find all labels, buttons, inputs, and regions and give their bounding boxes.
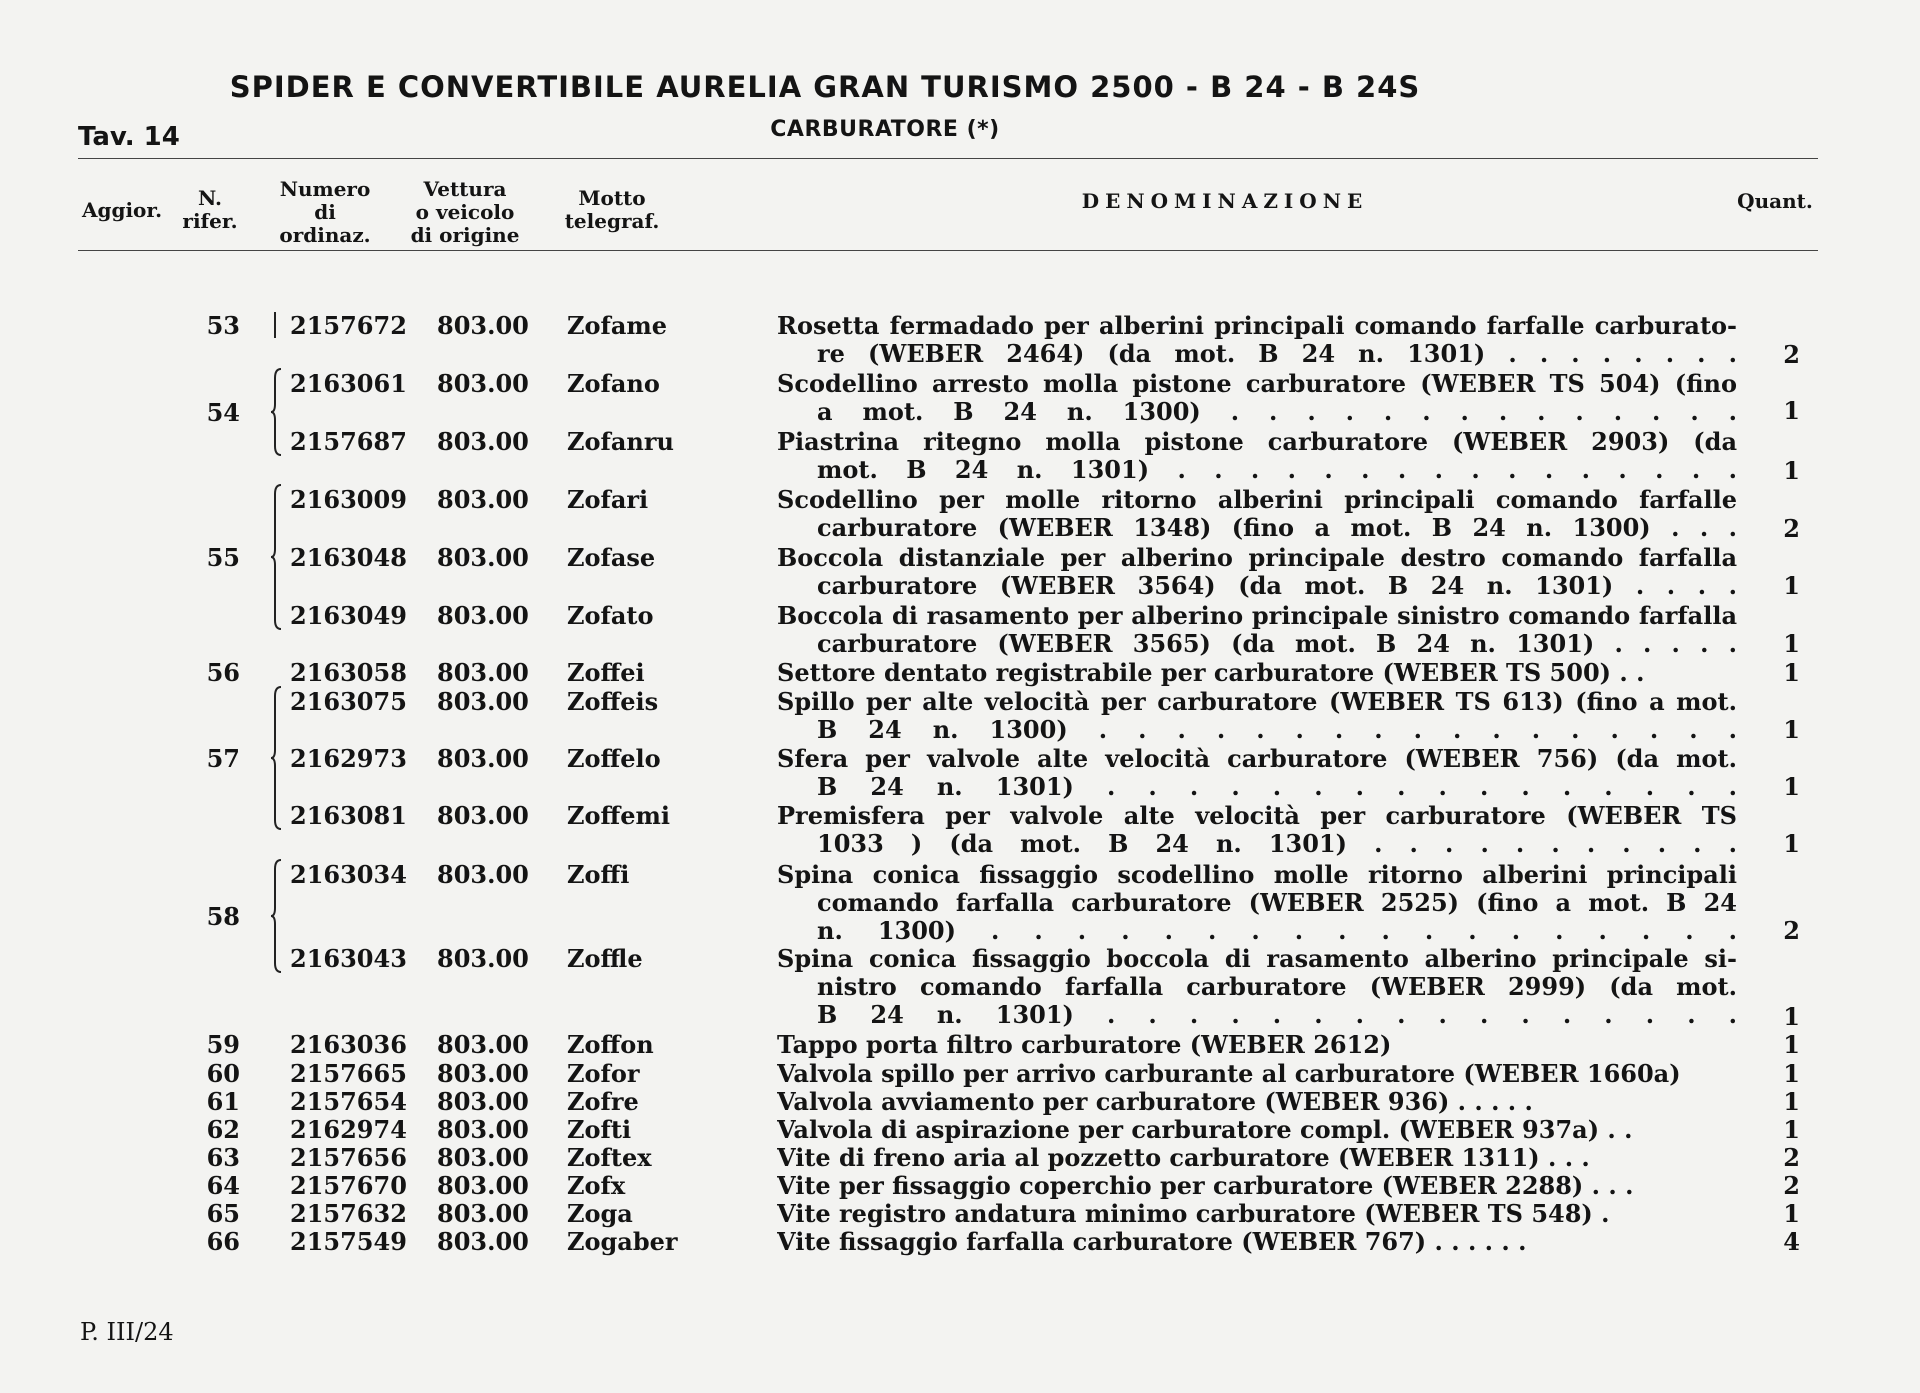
telegraph-code: Zoffeis	[567, 687, 659, 716]
description-line: Settore dentato registrabile per carburatore (WEBER TS 500) . .	[777, 659, 1645, 687]
description-line: Spillo per alte velocità per carburatore (WEBER TS 613) (fino a mot.	[777, 688, 1737, 716]
description-line: B 24 n. 1300) . . . . . . . . . . . . . . . . .	[817, 716, 1737, 744]
description-line: comando farfalla carburatore (WEBER 2525) (fino a mot. B 24	[817, 889, 1737, 917]
quantity: 1	[1783, 715, 1800, 744]
quantity: 1	[1783, 1030, 1800, 1059]
vehicle-origin: 803.00	[437, 1087, 529, 1116]
description-line: Spina conica fissaggio boccola di rasamento alberino principale si-	[777, 945, 1737, 973]
vehicle-origin: 803.00	[437, 687, 529, 716]
part-description	[777, 312, 1737, 368]
order-number: 2163009	[290, 485, 407, 514]
description-line: re (WEBER 2464) (da mot. B 24 n. 1301) . . . . . . . .	[817, 340, 1737, 368]
brace-stroke	[271, 687, 281, 829]
description-line: carburatore (WEBER 1348) (fino a mot. B 24 n. 1300) . . .	[817, 514, 1737, 542]
col-header-quant: Quant.	[1737, 189, 1813, 213]
vehicle-origin: 803.00	[437, 860, 529, 889]
reference-number: 59	[206, 1030, 240, 1059]
telegraph-code: Zoffelo	[567, 744, 661, 773]
order-number: 2163081	[290, 801, 407, 830]
order-number: 2157665	[290, 1059, 407, 1088]
quantity: 1	[1783, 658, 1800, 687]
part-description	[777, 544, 1737, 600]
telegraph-code: Zoffon	[567, 1030, 654, 1059]
part-description	[777, 428, 1737, 484]
group-brace	[270, 368, 282, 456]
description-line: carburatore (WEBER 3565) (da mot. B 24 n. 1301) . . . . .	[817, 630, 1737, 658]
quantity: 2	[1783, 1143, 1800, 1172]
description-line: Sfera per valvole alte velocità carburatore (WEBER 756) (da mot.	[777, 745, 1737, 773]
order-number: 2163034	[290, 860, 407, 889]
part-description	[777, 1116, 1737, 1144]
telegraph-code: Zofase	[567, 543, 656, 572]
telegraph-code: Zofari	[567, 485, 649, 514]
part-description	[777, 1031, 1737, 1059]
brace-stroke	[271, 369, 281, 455]
description-line: carburatore (WEBER 3564) (da mot. B 24 n. 1301) . . . .	[817, 572, 1737, 600]
part-description	[777, 1060, 1737, 1088]
order-number: 2157670	[290, 1171, 407, 1200]
vehicle-origin: 803.00	[437, 1227, 529, 1256]
order-number: 2163061	[290, 369, 407, 398]
telegraph-code: Zoffei	[567, 658, 645, 687]
quantity: 1	[1783, 629, 1800, 658]
row-bar	[270, 1086, 282, 1116]
reference-number: 53	[206, 311, 240, 340]
header-rule-bottom	[78, 250, 1818, 251]
vehicle-origin: 803.00	[437, 1115, 529, 1144]
vehicle-origin: 803.00	[437, 601, 529, 630]
page-title: SPIDER E CONVERTIBILE AURELIA GRAN TURISMO 2500 - B 24 - B 24S	[229, 70, 1421, 104]
reference-number: 66	[206, 1227, 240, 1256]
telegraph-code: Zofano	[567, 369, 660, 398]
quantity: 1	[1783, 1002, 1800, 1031]
order-number: 2163049	[290, 601, 407, 630]
description-line: Vite registro andatura minimo carburatore (WEBER TS 548) .	[777, 1200, 1610, 1228]
vehicle-origin: 803.00	[437, 427, 529, 456]
telegraph-code: Zofanru	[567, 427, 674, 456]
order-number: 2162973	[290, 744, 407, 773]
description-line: Valvola avviamento per carburatore (WEBER 936) . . . . .	[777, 1088, 1533, 1116]
order-number: 2157687	[290, 427, 407, 456]
description-line: 1033 ) (da mot. B 24 n. 1301) . . . . . . . . . . .	[817, 830, 1737, 858]
col-header-motto: Motto telegraf.	[564, 186, 660, 233]
table-label: Tav. 14	[78, 122, 180, 152]
row-bar	[270, 310, 282, 340]
telegraph-code: Zofti	[567, 1115, 632, 1144]
telegraph-code: Zofato	[567, 601, 654, 630]
part-description	[777, 945, 1737, 1029]
group-brace	[270, 686, 282, 830]
order-number: 2157632	[290, 1199, 407, 1228]
row-bar	[270, 1142, 282, 1172]
vehicle-origin: 803.00	[437, 744, 529, 773]
reference-number: 55	[206, 543, 240, 572]
order-number: 2162974	[290, 1115, 407, 1144]
description-line: a mot. B 24 n. 1300) . . . . . . . . . . . . . .	[817, 398, 1737, 426]
description-line: Scodellino per molle ritorno alberini principali comando farfalle	[777, 486, 1737, 514]
row-bar	[270, 1058, 282, 1088]
vehicle-origin: 803.00	[437, 1171, 529, 1200]
reference-number: 56	[206, 658, 240, 687]
telegraph-code: Zogaber	[567, 1227, 678, 1256]
telegraph-code: Zoffemi	[567, 801, 671, 830]
quantity: 2	[1783, 916, 1800, 945]
telegraph-code: Zofre	[567, 1087, 639, 1116]
col-header-vettura: Vettura o veicolo di origine	[410, 177, 520, 247]
row-bar	[270, 1029, 282, 1059]
description-line: Piastrina ritegno molla pistone carburatore (WEBER 2903) (da	[777, 428, 1737, 456]
description-line: mot. B 24 n. 1301) . . . . . . . . . . . . . . . .	[817, 456, 1737, 484]
reference-number: 54	[206, 398, 240, 427]
col-header-aggior: Aggior.	[81, 198, 163, 222]
telegraph-code: Zofx	[567, 1171, 626, 1200]
description-line: Vite fissaggio farfalla carburatore (WEBER 767) . . . . . .	[777, 1228, 1527, 1256]
telegraph-code: Zoffi	[567, 860, 630, 889]
part-description	[777, 688, 1737, 744]
quantity: 1	[1783, 1199, 1800, 1228]
group-brace	[270, 859, 282, 973]
vehicle-origin: 803.00	[437, 658, 529, 687]
quantity: 1	[1783, 1087, 1800, 1116]
description-line: B 24 n. 1301) . . . . . . . . . . . . . . . .	[817, 773, 1737, 801]
vehicle-origin: 803.00	[437, 1059, 529, 1088]
order-number: 2163058	[290, 658, 407, 687]
quantity: 2	[1783, 1171, 1800, 1200]
description-line: Boccola di rasamento per alberino principale sinistro comando farfalla	[777, 602, 1737, 630]
part-description	[777, 861, 1737, 945]
quantity: 1	[1783, 1059, 1800, 1088]
part-description	[777, 802, 1737, 858]
reference-number: 61	[206, 1087, 240, 1116]
vehicle-origin: 803.00	[437, 369, 529, 398]
description-line: Valvola spillo per arrivo carburante al carburatore (WEBER 1660a)	[777, 1060, 1681, 1088]
part-description	[777, 659, 1737, 687]
brace-stroke	[271, 860, 281, 972]
part-description	[777, 1144, 1737, 1172]
part-description	[777, 602, 1737, 658]
vehicle-origin: 803.00	[437, 311, 529, 340]
vehicle-origin: 803.00	[437, 944, 529, 973]
description-line: nistro comando farfalla carburatore (WEBER 2999) (da mot.	[817, 973, 1737, 1001]
order-number: 2163048	[290, 543, 407, 572]
part-description	[777, 1228, 1737, 1256]
vehicle-origin: 803.00	[437, 1143, 529, 1172]
header-rule-top	[78, 158, 1818, 159]
description-line: B 24 n. 1301) . . . . . . . . . . . . . . . .	[817, 1001, 1737, 1029]
part-description	[777, 370, 1737, 426]
vehicle-origin: 803.00	[437, 543, 529, 572]
vehicle-origin: 803.00	[437, 1030, 529, 1059]
quantity: 4	[1783, 1227, 1800, 1256]
order-number: 2163043	[290, 944, 407, 973]
order-number: 2157549	[290, 1227, 407, 1256]
description-line: Vite di freno aria al pozzetto carburatore (WEBER 1311) . . .	[777, 1144, 1590, 1172]
order-number: 2157656	[290, 1143, 407, 1172]
reference-number: 65	[206, 1199, 240, 1228]
quantity: 2	[1783, 340, 1800, 369]
description-line: Premisfera per valvole alte velocità per carburatore (WEBER TS	[777, 802, 1737, 830]
vehicle-origin: 803.00	[437, 485, 529, 514]
reference-number: 57	[206, 744, 240, 773]
row-bar	[270, 1226, 282, 1256]
telegraph-code: Zofame	[567, 311, 668, 340]
quantity: 2	[1783, 514, 1800, 543]
reference-number: 64	[206, 1171, 240, 1200]
part-description	[777, 1172, 1737, 1200]
part-description	[777, 1088, 1737, 1116]
description-line: Valvola di aspirazione per carburatore compl. (WEBER 937a) . .	[777, 1116, 1633, 1144]
section-subtitle: CARBURATORE (*)	[770, 117, 1000, 142]
quantity: 1	[1783, 571, 1800, 600]
vehicle-origin: 803.00	[437, 1199, 529, 1228]
part-description	[777, 1200, 1737, 1228]
description-line: Tappo porta filtro carburatore (WEBER 2612)	[777, 1031, 1392, 1059]
description-line: Scodellino arresto molla pistone carburatore (WEBER TS 504) (fino	[777, 370, 1737, 398]
row-bar	[270, 657, 282, 687]
description-line: Boccola distanziale per alberino principale destro comando farfalla	[777, 544, 1737, 572]
part-description	[777, 486, 1737, 542]
quantity: 1	[1783, 829, 1800, 858]
quantity: 1	[1783, 396, 1800, 425]
description-line: Spina conica fissaggio scodellino molle ritorno alberini principali	[777, 861, 1737, 889]
description-line: n. 1300) . . . . . . . . . . . . . . . . . .	[817, 917, 1737, 945]
order-number: 2163036	[290, 1030, 407, 1059]
telegraph-code: Zoga	[567, 1199, 633, 1228]
telegraph-code: Zoftex	[567, 1143, 652, 1172]
order-number: 2163075	[290, 687, 407, 716]
reference-number: 60	[206, 1059, 240, 1088]
vehicle-origin: 803.00	[437, 801, 529, 830]
part-description	[777, 745, 1737, 801]
description-line: Vite per fissaggio coperchio per carburatore (WEBER 2288) . . .	[777, 1172, 1634, 1200]
quantity: 1	[1783, 1115, 1800, 1144]
brace-stroke	[271, 485, 281, 629]
row-bar	[270, 1198, 282, 1228]
reference-number: 63	[206, 1143, 240, 1172]
telegraph-code: Zoffle	[567, 944, 643, 973]
order-number: 2157672	[290, 311, 407, 340]
col-header-rifer: N. rifer.	[182, 186, 238, 233]
quantity: 1	[1783, 456, 1800, 485]
telegraph-code: Zofor	[567, 1059, 640, 1088]
row-bar	[270, 1170, 282, 1200]
col-header-denominazione: DENOMINAZIONE	[1081, 189, 1369, 213]
quantity: 1	[1783, 772, 1800, 801]
reference-number: 58	[206, 902, 240, 931]
group-brace	[270, 484, 282, 630]
row-bar	[270, 1114, 282, 1144]
order-number: 2157654	[290, 1087, 407, 1116]
page-number: P. III/24	[80, 1318, 174, 1346]
description-line: Rosetta fermadado per alberini principali comando farfalle carburato-	[777, 312, 1737, 340]
col-header-numero: Numero di ordinaz.	[279, 177, 371, 247]
reference-number: 62	[206, 1115, 240, 1144]
